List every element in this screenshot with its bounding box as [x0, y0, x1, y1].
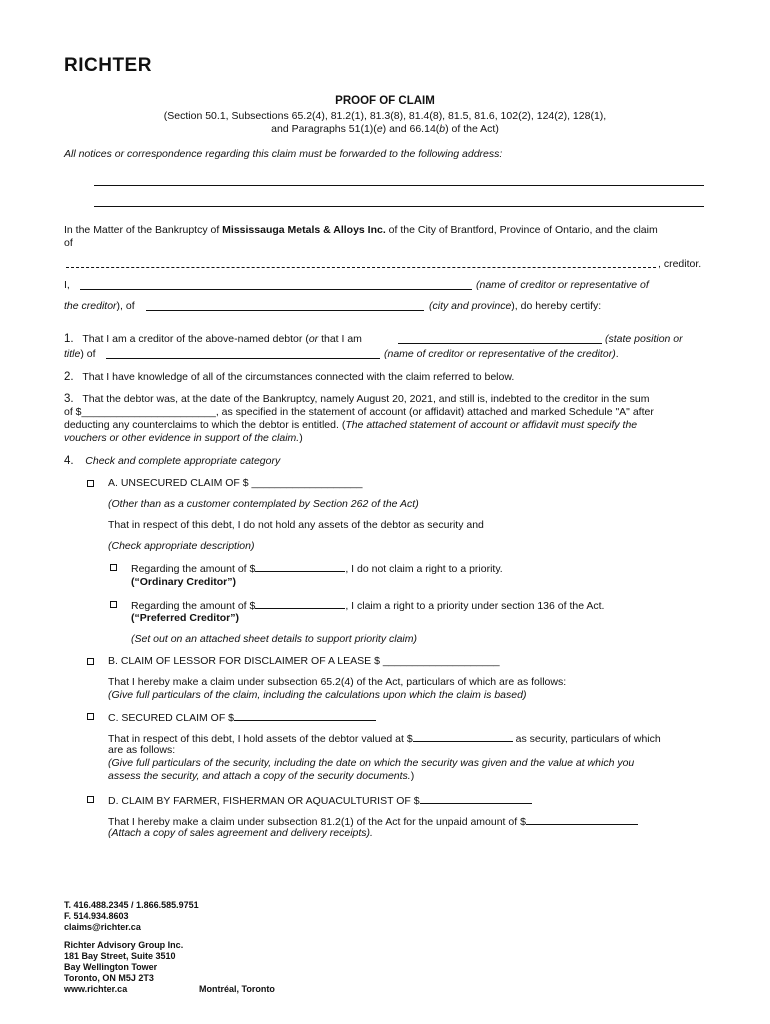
unsecured-note: (Other than as a customer contemplated by Section 262 of the Act): [108, 498, 419, 510]
city-line[interactable]: [146, 310, 424, 311]
secured-value-field[interactable]: [413, 731, 513, 742]
footer-address: [64, 940, 183, 995]
lessor-text: That I hereby make a claim under subsection 65.2(4) of the Act, particulars of which are as follows:: [108, 676, 567, 688]
footer-web[interactable]: www.richter.ca: [64, 984, 128, 994]
subtitle-line-1: (Section 50.1, Subsections 65.2(4), 81.2(1), 81.3(8), 81.4(8), 81.5, 81.6, 102(2), 124(2), 128(1),: [163, 110, 607, 122]
footer-tower: Bay Wellington Tower: [64, 962, 158, 972]
item-3: 3. That the debtor was, at the date of the Bankruptcy, namely August 20, 2021, and still is, indebted to the creditor in the sum of $_______________________, as specified in the statement of account (or affidavit) attached and marked Schedule "A" after deducting any counterclaims to which the debtor is entitled. (The attached statement of account or affidavit must specify the vouchers or other evidence in support of the claim.): [64, 393, 654, 444]
footer-fax: F. 514.934.8603: [64, 911, 129, 921]
state-hint: (state position or: [605, 333, 683, 345]
ordinary-amount-field[interactable]: [255, 561, 345, 572]
farmer-text: That I hereby make a claim under subsection 81.2(1) of the Act for the unpaid amount of $: [108, 814, 638, 828]
checkbox-lessor[interactable]: [87, 658, 94, 665]
checkbox-preferred[interactable]: [110, 601, 117, 608]
checkbox-farmer[interactable]: [87, 796, 94, 803]
ordinary-text: Regarding the amount of $ , I do not claim a right to a priority.: [131, 563, 503, 575]
certify-i: I,: [64, 279, 70, 291]
farmer-note: (Attach a copy of sales agreement and delivery receipts).: [108, 827, 373, 839]
item-1-line-2: title) of: [64, 348, 96, 360]
secured-amount-field[interactable]: [234, 710, 376, 721]
address-line-2[interactable]: [94, 206, 704, 207]
item-2: 2. That I have knowledge of all of the circumstances connected with the claim referred to below.: [64, 371, 515, 383]
address-line-1[interactable]: [94, 185, 704, 186]
checkbox-secured[interactable]: [87, 713, 94, 720]
check-description: (Check appropriate description): [108, 540, 255, 552]
item-4: 4. Check and complete appropriate category: [64, 455, 281, 467]
unsecured-text: That in respect of this debt, I do not hold any assets of the debtor as security and: [108, 519, 484, 531]
secured-text-2: are as follows:: [108, 744, 176, 756]
footer-contact: [64, 900, 199, 933]
ordinary-label: (“Ordinary Creditor”): [131, 576, 237, 588]
footer-email[interactable]: claims@richter.ca: [64, 922, 141, 932]
unsecured-claim-label: A. UNSECURED CLAIM OF $ ___________________: [108, 477, 363, 489]
creditor-of-line[interactable]: [106, 358, 380, 359]
unpaid-amount-field[interactable]: [526, 814, 638, 825]
set-out-note: (Set out on an attached sheet details to support priority claim): [131, 633, 417, 645]
secured-note-2: assess the security, and attach a copy of the security documents.): [108, 770, 415, 782]
name-hint: (name of creditor or representative of: [476, 279, 649, 291]
certify-tail: (city and province), do hereby certify:: [429, 300, 602, 312]
secured-text: That in respect of this debt, I hold assets of the debtor valued at $ as security, particulars of which: [108, 733, 661, 745]
subtitle-line-2: and Paragraphs 51(1)(e) and 66.14(b) of the Act): [271, 123, 499, 135]
checkbox-ordinary[interactable]: [110, 564, 117, 571]
richter-logo: RICHTER: [64, 55, 152, 76]
farmer-amount-field[interactable]: [420, 793, 532, 804]
representative-name-line[interactable]: [80, 289, 472, 290]
notice-text: All notices or correspondence regarding this claim must be forwarded to the following address:: [64, 148, 503, 160]
certify-line-2: the creditor), of: [64, 300, 135, 312]
creditor-name-line[interactable]: [66, 267, 656, 268]
preferred-label: (“Preferred Creditor”): [131, 612, 239, 624]
footer-company: Richter Advisory Group Inc.: [64, 940, 184, 950]
footer-offices: Montréal, Toronto: [199, 984, 275, 994]
secured-claim-label: C. SECURED CLAIM OF $: [108, 710, 376, 724]
checkbox-unsecured[interactable]: [87, 480, 94, 487]
page-title: PROOF OF CLAIM: [335, 95, 435, 107]
farmer-claim-label: D. CLAIM BY FARMER, FISHERMAN OR AQUACULTURIST OF $: [108, 793, 532, 807]
item-1: 1. That I am a creditor of the above-named debtor (or that I am: [64, 333, 362, 345]
preferred-text: Regarding the amount of $ , I claim a right to a priority under section 136 of the Act.: [131, 600, 605, 612]
footer-phone: T. 416.488.2345 / 1.866.585.9751: [64, 900, 199, 910]
lessor-note: (Give full particulars of the claim, including the calculations upon which the claim is based): [108, 689, 527, 701]
lessor-claim-label: B. CLAIM OF LESSOR FOR DISCLAIMER OF A LEASE $ ____________________: [108, 655, 500, 667]
item-1-name-hint: (name of creditor or representative of the creditor).: [384, 348, 619, 360]
matter-of: of: [64, 237, 73, 249]
preferred-amount-field[interactable]: [255, 598, 345, 609]
position-line[interactable]: [398, 343, 602, 344]
secured-note-1: (Give full particulars of the security, including the date on which the security was given and the value at which you: [108, 757, 635, 769]
matter-paragraph: In the Matter of the Bankruptcy of Mississauga Metals & Alloys Inc. of the City of Brantford, Province of Ontario, and the claim: [64, 224, 658, 236]
creditor-suffix: , creditor.: [658, 258, 702, 270]
footer-street: 181 Bay Street, Suite 3510: [64, 951, 176, 961]
footer-city: Toronto, ON M5J 2T3: [64, 973, 154, 983]
